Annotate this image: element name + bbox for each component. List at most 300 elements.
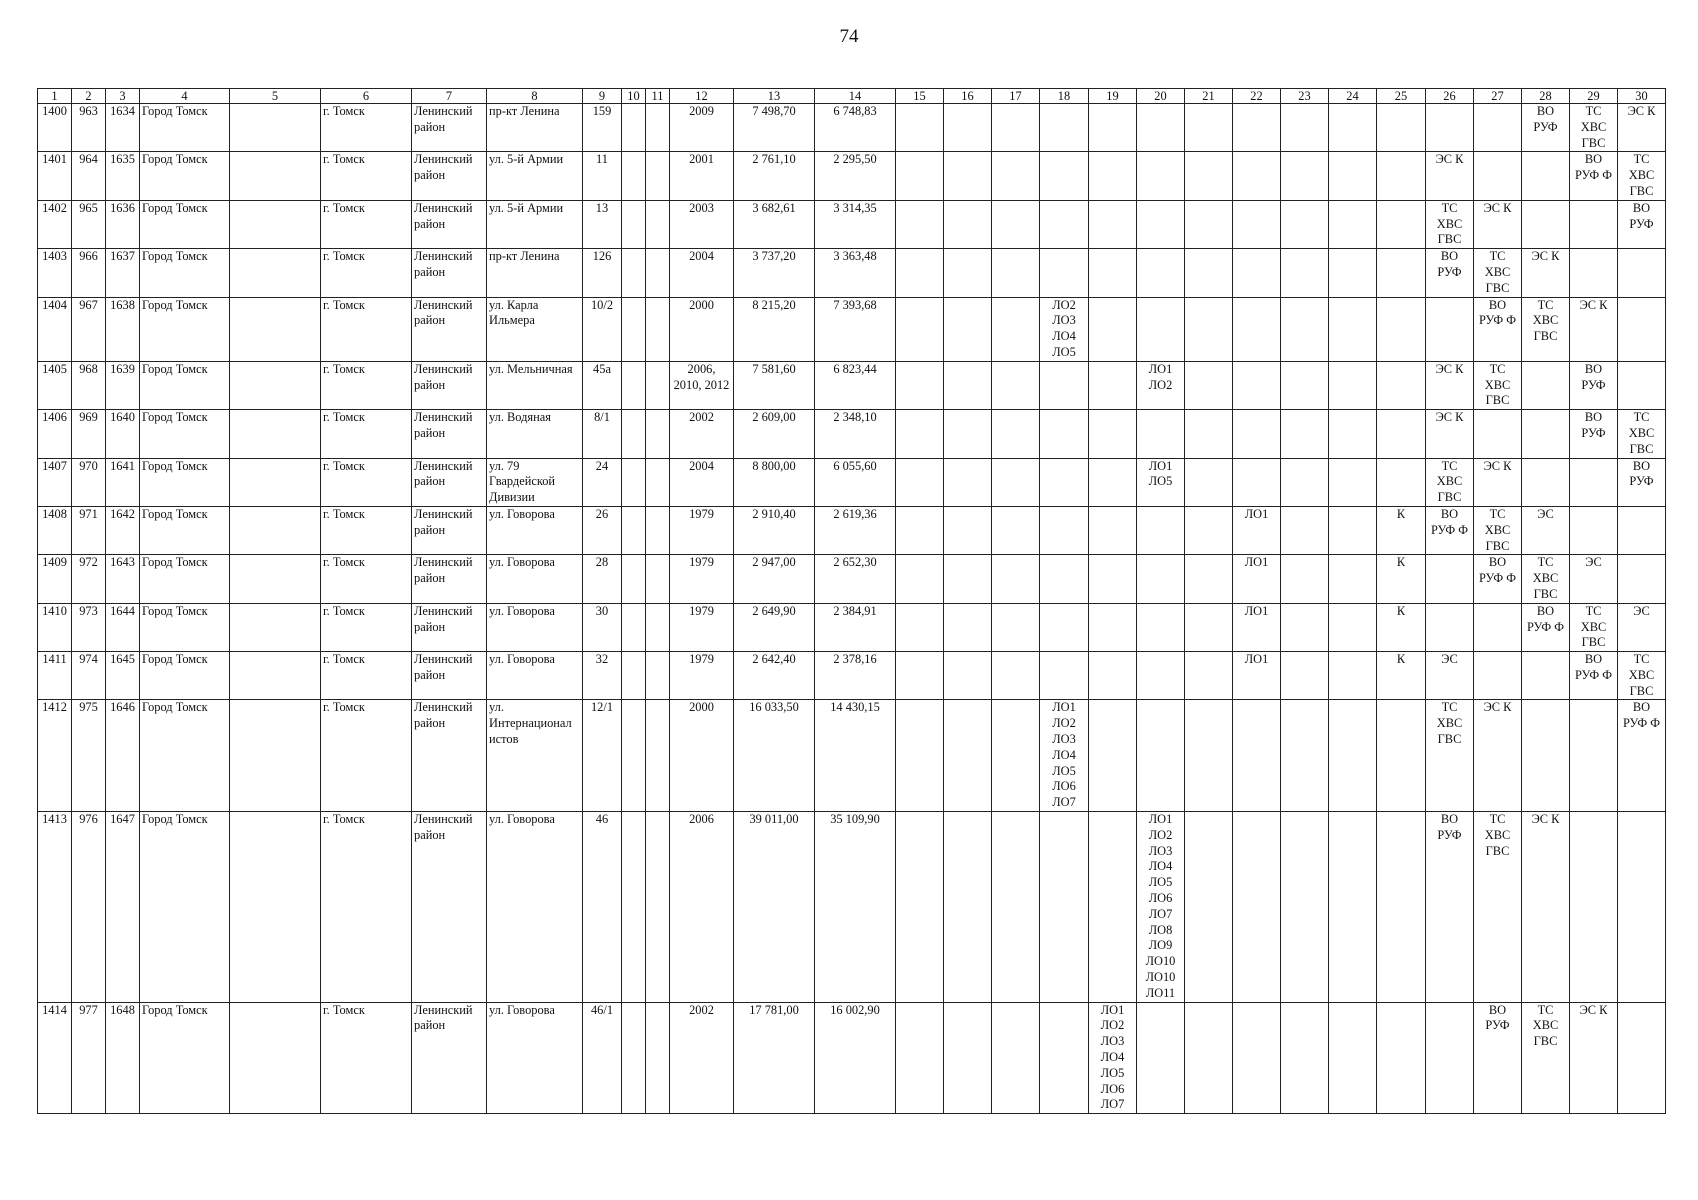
column-header: 19: [1089, 89, 1137, 104]
column-header: 26: [1426, 89, 1474, 104]
table-cell: [992, 104, 1040, 152]
table-cell: [1522, 458, 1570, 506]
table-cell: [1233, 410, 1281, 458]
table-cell: 6 748,83: [815, 104, 896, 152]
table-cell: [896, 361, 944, 409]
table-cell: [622, 1002, 646, 1114]
table-cell: ЛО1 ЛО5: [1137, 458, 1185, 506]
table-cell: [646, 104, 670, 152]
table-cell: [646, 249, 670, 297]
table-cell: 977: [72, 1002, 106, 1114]
table-cell: 14 430,15: [815, 700, 896, 812]
table-cell: 26: [583, 506, 622, 554]
table-cell: [1185, 361, 1233, 409]
table-cell: [1377, 200, 1426, 248]
table-cell: [1522, 410, 1570, 458]
table-cell: ТС ХВС ГВС: [1474, 812, 1522, 1003]
table-cell: [1089, 152, 1137, 200]
table-cell: ТС ХВС ГВС: [1570, 603, 1618, 651]
table-cell: 973: [72, 603, 106, 651]
table-cell: [1089, 200, 1137, 248]
table-cell: 2 910,40: [734, 506, 815, 554]
table-cell: [1377, 410, 1426, 458]
table-cell: ЭС К: [1618, 104, 1666, 152]
column-header: 20: [1137, 89, 1185, 104]
table-cell: К: [1377, 555, 1426, 603]
table-cell: г. Томск: [321, 249, 412, 297]
table-cell: [622, 361, 646, 409]
table-cell: ТС ХВС ГВС: [1426, 200, 1474, 248]
table-cell: [1426, 297, 1474, 361]
table-cell: [230, 700, 321, 812]
table-cell: [1329, 1002, 1377, 1114]
table-cell: г. Томск: [321, 506, 412, 554]
table-cell: [622, 249, 646, 297]
column-header: 3: [106, 89, 140, 104]
table-cell: ЭС: [1522, 506, 1570, 554]
table-cell: [1522, 700, 1570, 812]
table-cell: [1233, 458, 1281, 506]
table-cell: [646, 812, 670, 1003]
table-cell: 46: [583, 812, 622, 1003]
table-row: [38, 555, 1666, 603]
table-cell: [1040, 200, 1089, 248]
table-cell: [1040, 410, 1089, 458]
table-cell: [1040, 152, 1089, 200]
table-cell: ЛО1: [1233, 506, 1281, 554]
table-cell: Ленинский район: [412, 361, 487, 409]
table-cell: ТС ХВС ГВС: [1570, 104, 1618, 152]
table-cell: [230, 458, 321, 506]
table-row: [38, 506, 1666, 554]
table-cell: 1979: [670, 652, 734, 700]
table-cell: [1570, 700, 1618, 812]
table-cell: ул. Мельничная: [487, 361, 583, 409]
table-cell: [944, 361, 992, 409]
table-cell: [230, 361, 321, 409]
table-cell: [1233, 700, 1281, 812]
table-cell: г. Томск: [321, 652, 412, 700]
table-cell: ул. Говорова: [487, 603, 583, 651]
table-cell: ЛО1 ЛО2 ЛО3 ЛО4 ЛО5 ЛО6 ЛО7 ЛО8 ЛО9 ЛО10 ЛО10 ЛО11: [1137, 812, 1185, 1003]
table-cell: [646, 1002, 670, 1114]
table-cell: Город Томск: [140, 458, 230, 506]
table-cell: ВО РУФ: [1426, 812, 1474, 1003]
table-cell: ЭС К: [1522, 812, 1570, 1003]
table-cell: [1185, 812, 1233, 1003]
table-row: [38, 700, 1666, 812]
register-table: [37, 88, 1666, 1114]
column-header: 22: [1233, 89, 1281, 104]
table-cell: Ленинский район: [412, 506, 487, 554]
table-cell: [646, 555, 670, 603]
table-cell: 3 737,20: [734, 249, 815, 297]
table-cell: [230, 1002, 321, 1114]
table-cell: ЛО1: [1233, 652, 1281, 700]
table-cell: [1281, 555, 1329, 603]
table-row: [38, 249, 1666, 297]
table-cell: ул. Водяная: [487, 410, 583, 458]
table-cell: [1185, 1002, 1233, 1114]
table-cell: [1089, 812, 1137, 1003]
table-cell: ТС ХВС ГВС: [1474, 361, 1522, 409]
table-cell: [622, 603, 646, 651]
column-header: 14: [815, 89, 896, 104]
table-cell: Город Томск: [140, 700, 230, 812]
column-header: 8: [487, 89, 583, 104]
table-cell: [1618, 249, 1666, 297]
table-cell: [1137, 297, 1185, 361]
table-cell: [646, 297, 670, 361]
table-cell: [1233, 1002, 1281, 1114]
table-cell: [1377, 297, 1426, 361]
table-cell: ул. Говорова: [487, 1002, 583, 1114]
table-cell: 46/1: [583, 1002, 622, 1114]
table-cell: 159: [583, 104, 622, 152]
table-cell: Ленинский район: [412, 249, 487, 297]
table-cell: 1411: [38, 652, 72, 700]
table-cell: 2 378,16: [815, 652, 896, 700]
table-cell: [1281, 297, 1329, 361]
table-cell: Ленинский район: [412, 458, 487, 506]
table-cell: [1377, 700, 1426, 812]
table-row: [38, 104, 1666, 152]
table-cell: [1281, 361, 1329, 409]
table-cell: [230, 249, 321, 297]
table-cell: [622, 506, 646, 554]
table-cell: ЭС: [1618, 603, 1666, 651]
table-cell: ул. Говорова: [487, 506, 583, 554]
table-row: [38, 1002, 1666, 1114]
table-cell: [1185, 555, 1233, 603]
column-header: 9: [583, 89, 622, 104]
table-cell: г. Томск: [321, 104, 412, 152]
table-cell: [230, 297, 321, 361]
table-cell: [1233, 200, 1281, 248]
column-header: 23: [1281, 89, 1329, 104]
table-cell: [992, 555, 1040, 603]
table-cell: ЭС К: [1426, 361, 1474, 409]
table-cell: [992, 410, 1040, 458]
table-cell: [1137, 200, 1185, 248]
table-cell: г. Томск: [321, 200, 412, 248]
table-cell: [1089, 104, 1137, 152]
table-cell: Ленинский район: [412, 104, 487, 152]
table-cell: 24: [583, 458, 622, 506]
table-cell: 6 055,60: [815, 458, 896, 506]
table-cell: [1137, 104, 1185, 152]
table-cell: 976: [72, 812, 106, 1003]
table-cell: 1407: [38, 458, 72, 506]
table-cell: [944, 812, 992, 1003]
table-row: [38, 297, 1666, 361]
table-cell: 39 011,00: [734, 812, 815, 1003]
table-cell: 2004: [670, 458, 734, 506]
table-cell: ЛО1: [1233, 603, 1281, 651]
table-cell: [1329, 104, 1377, 152]
table-cell: К: [1377, 603, 1426, 651]
table-cell: ВО РУФ: [1474, 1002, 1522, 1114]
table-cell: 2003: [670, 200, 734, 248]
table-cell: ЭС: [1426, 652, 1474, 700]
table-cell: 1406: [38, 410, 72, 458]
table-cell: [230, 603, 321, 651]
table-cell: [1185, 603, 1233, 651]
table-cell: [1089, 555, 1137, 603]
table-cell: [992, 652, 1040, 700]
table-cell: 2006, 2010, 2012: [670, 361, 734, 409]
table-cell: [1185, 458, 1233, 506]
table-cell: 1637: [106, 249, 140, 297]
column-header: 7: [412, 89, 487, 104]
table-cell: ул. Говорова: [487, 555, 583, 603]
table-cell: [1329, 700, 1377, 812]
table-cell: ЛО1: [1233, 555, 1281, 603]
column-header: 28: [1522, 89, 1570, 104]
table-cell: ЭС К: [1570, 297, 1618, 361]
table-cell: [1040, 249, 1089, 297]
table-cell: [1377, 104, 1426, 152]
table-cell: ВО РУФ: [1570, 410, 1618, 458]
table-cell: [1233, 297, 1281, 361]
table-cell: [1474, 652, 1522, 700]
table-cell: 2 947,00: [734, 555, 815, 603]
table-cell: ЛО1 ЛО2 ЛО3 ЛО4 ЛО5 ЛО6 ЛО7: [1040, 700, 1089, 812]
table-cell: [944, 104, 992, 152]
table-cell: [944, 410, 992, 458]
table-cell: [944, 200, 992, 248]
table-cell: [1185, 410, 1233, 458]
table-cell: ул. 79 Гвардейской Дивизии: [487, 458, 583, 506]
table-cell: [1233, 361, 1281, 409]
table-cell: 967: [72, 297, 106, 361]
column-header: 1: [38, 89, 72, 104]
table-cell: [896, 603, 944, 651]
table-cell: 10/2: [583, 297, 622, 361]
table-cell: ВО РУФ: [1618, 458, 1666, 506]
table-cell: [1377, 249, 1426, 297]
table-cell: [1137, 652, 1185, 700]
column-header: 11: [646, 89, 670, 104]
table-cell: 1644: [106, 603, 140, 651]
table-cell: [944, 249, 992, 297]
table-cell: [646, 700, 670, 812]
table-cell: 1642: [106, 506, 140, 554]
table-cell: 963: [72, 104, 106, 152]
table-cell: 11: [583, 152, 622, 200]
table-cell: 1402: [38, 200, 72, 248]
table-cell: [1377, 458, 1426, 506]
table-cell: [1137, 603, 1185, 651]
table-cell: [992, 700, 1040, 812]
table-row: [38, 603, 1666, 651]
table-cell: ТС ХВС ГВС: [1618, 152, 1666, 200]
table-cell: [992, 1002, 1040, 1114]
table-cell: г. Томск: [321, 555, 412, 603]
table-cell: [1281, 1002, 1329, 1114]
table-cell: [1040, 1002, 1089, 1114]
table-cell: 974: [72, 652, 106, 700]
table-cell: [1570, 506, 1618, 554]
table-cell: [622, 458, 646, 506]
table-cell: ЭС К: [1570, 1002, 1618, 1114]
table-cell: 2 761,10: [734, 152, 815, 200]
table-cell: [1089, 603, 1137, 651]
column-header: 18: [1040, 89, 1089, 104]
table-cell: 1639: [106, 361, 140, 409]
table-cell: [622, 410, 646, 458]
column-header: 15: [896, 89, 944, 104]
table-cell: 1408: [38, 506, 72, 554]
table-cell: 1979: [670, 555, 734, 603]
table-cell: [1377, 1002, 1426, 1114]
table-cell: ЭС К: [1474, 458, 1522, 506]
table-cell: [1185, 152, 1233, 200]
table-cell: [1329, 506, 1377, 554]
table-cell: [896, 249, 944, 297]
table-cell: 1401: [38, 152, 72, 200]
table-cell: ТС ХВС ГВС: [1474, 249, 1522, 297]
table-cell: [622, 812, 646, 1003]
table-cell: [1040, 458, 1089, 506]
table-cell: пр-кт Ленина: [487, 104, 583, 152]
table-cell: [622, 700, 646, 812]
table-cell: [1570, 249, 1618, 297]
table-cell: 17 781,00: [734, 1002, 815, 1114]
table-cell: г. Томск: [321, 410, 412, 458]
table-cell: Город Томск: [140, 361, 230, 409]
table-cell: 16 002,90: [815, 1002, 896, 1114]
table-cell: Ленинский район: [412, 297, 487, 361]
table-cell: 1646: [106, 700, 140, 812]
table-cell: г. Томск: [321, 603, 412, 651]
table-cell: [1329, 652, 1377, 700]
table-cell: [1089, 458, 1137, 506]
column-header: 6: [321, 89, 412, 104]
table-cell: [622, 200, 646, 248]
table-cell: [1474, 104, 1522, 152]
table-cell: [944, 297, 992, 361]
table-cell: ЭС К: [1522, 249, 1570, 297]
table-cell: 7 581,60: [734, 361, 815, 409]
column-number-row: [38, 89, 1666, 104]
table-cell: 2001: [670, 152, 734, 200]
table-cell: Ленинский район: [412, 1002, 487, 1114]
table-cell: 1409: [38, 555, 72, 603]
table-cell: [622, 152, 646, 200]
table-cell: [1137, 555, 1185, 603]
table-cell: [1329, 361, 1377, 409]
table-cell: [646, 361, 670, 409]
table-cell: Город Томск: [140, 104, 230, 152]
column-header: 10: [622, 89, 646, 104]
table-cell: [1329, 200, 1377, 248]
table-cell: 8/1: [583, 410, 622, 458]
table-cell: Ленинский район: [412, 152, 487, 200]
table-cell: ул. Говорова: [487, 652, 583, 700]
table-cell: г. Томск: [321, 458, 412, 506]
table-cell: 2000: [670, 700, 734, 812]
table-row: [38, 200, 1666, 248]
table-cell: ВО РУФ Ф: [1426, 506, 1474, 554]
table-cell: [1281, 410, 1329, 458]
table-cell: [1185, 249, 1233, 297]
table-cell: [944, 603, 992, 651]
table-cell: 1648: [106, 1002, 140, 1114]
table-cell: [1281, 200, 1329, 248]
table-cell: [646, 152, 670, 200]
table-cell: [646, 458, 670, 506]
table-cell: [1329, 458, 1377, 506]
column-header: 24: [1329, 89, 1377, 104]
table-cell: [1281, 652, 1329, 700]
table-cell: г. Томск: [321, 812, 412, 1003]
table-cell: ТС ХВС ГВС: [1522, 555, 1570, 603]
table-cell: [1474, 152, 1522, 200]
table-cell: 3 314,35: [815, 200, 896, 248]
table-cell: К: [1377, 506, 1426, 554]
table-cell: [896, 200, 944, 248]
table-cell: 964: [72, 152, 106, 200]
table-cell: [944, 652, 992, 700]
table-cell: [992, 812, 1040, 1003]
table-cell: 2 619,36: [815, 506, 896, 554]
table-cell: 126: [583, 249, 622, 297]
table-cell: Ленинский район: [412, 652, 487, 700]
column-header: 16: [944, 89, 992, 104]
table-cell: 1636: [106, 200, 140, 248]
table-cell: ЭС: [1570, 555, 1618, 603]
table-cell: ТС ХВС ГВС: [1474, 506, 1522, 554]
table-cell: [1570, 200, 1618, 248]
table-cell: 2 295,50: [815, 152, 896, 200]
table-cell: [896, 652, 944, 700]
table-cell: Город Томск: [140, 297, 230, 361]
table-cell: ВО РУФ: [1618, 200, 1666, 248]
column-header: 2: [72, 89, 106, 104]
table-cell: 32: [583, 652, 622, 700]
table-cell: 2009: [670, 104, 734, 152]
table-cell: Город Томск: [140, 200, 230, 248]
table-cell: [1040, 104, 1089, 152]
table-cell: [944, 1002, 992, 1114]
table-cell: ЭС К: [1474, 200, 1522, 248]
column-header: 25: [1377, 89, 1426, 104]
table-cell: [646, 603, 670, 651]
table-cell: 1643: [106, 555, 140, 603]
table-cell: Город Томск: [140, 1002, 230, 1114]
table-cell: 1979: [670, 506, 734, 554]
table-cell: 45а: [583, 361, 622, 409]
table-cell: [1089, 506, 1137, 554]
table-cell: [1089, 361, 1137, 409]
table-cell: ул. 5-й Армии: [487, 200, 583, 248]
table-cell: [1329, 249, 1377, 297]
table-cell: [1185, 506, 1233, 554]
table-cell: 1634: [106, 104, 140, 152]
table-cell: ул. Говорова: [487, 812, 583, 1003]
table-cell: [1329, 812, 1377, 1003]
column-header: 30: [1618, 89, 1666, 104]
table-cell: [1281, 506, 1329, 554]
table-cell: 969: [72, 410, 106, 458]
table-cell: ВО РУФ Ф: [1570, 652, 1618, 700]
table-cell: [1281, 104, 1329, 152]
table-cell: [992, 458, 1040, 506]
table-cell: 1400: [38, 104, 72, 152]
table-cell: Город Томск: [140, 249, 230, 297]
table-cell: Город Томск: [140, 152, 230, 200]
